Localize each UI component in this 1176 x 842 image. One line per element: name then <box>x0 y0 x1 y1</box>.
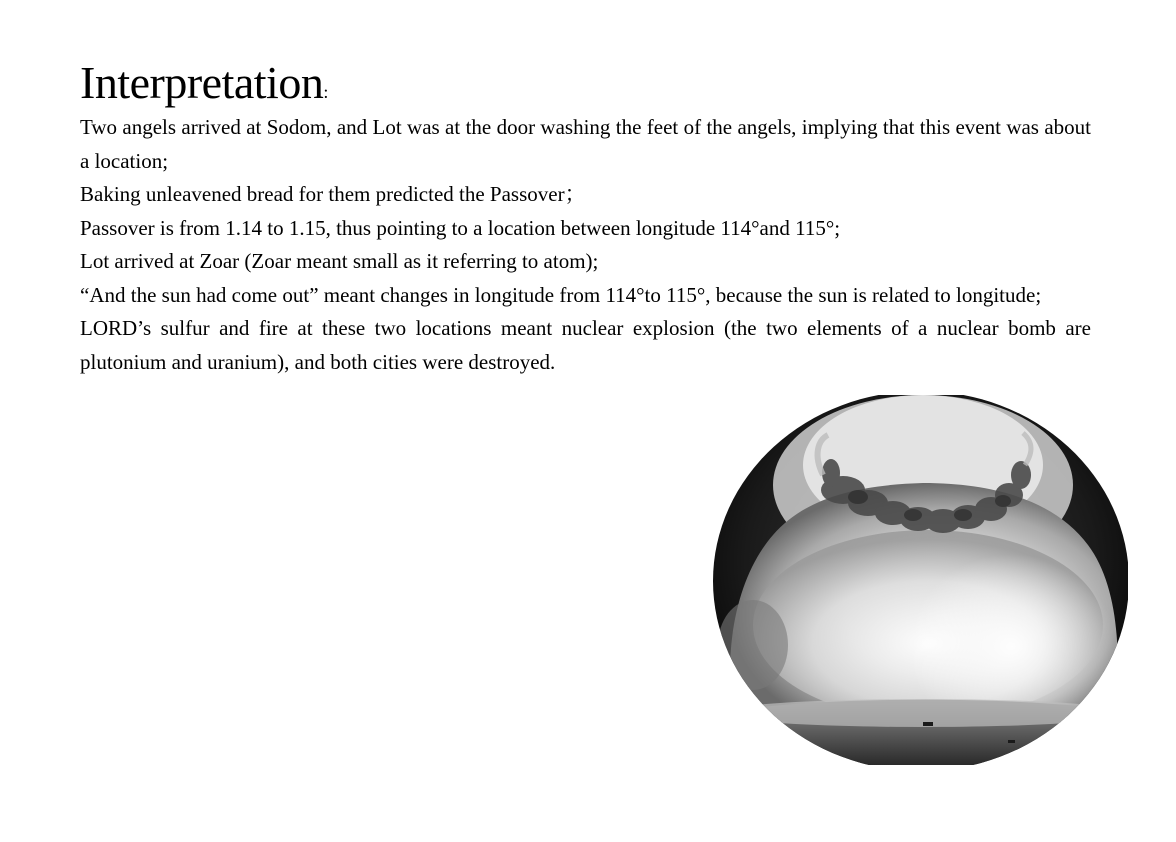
paragraph-sun-came-out: “And the sun had come out” meant changes in longitude from 114°to 115°, because the sun is related to longitude; <box>80 282 1042 307</box>
slide-title <box>80 56 328 119</box>
slide-title-text: Interpretation <box>80 57 324 108</box>
paragraph-unleavened-bread: Baking unleavened bread for them predicted the Passover； <box>80 182 586 206</box>
paragraph-angels-at-sodom: Two angels arrived at Sodom, and Lot was at the door washing the feet of the angels, implying that this event was about a location; <box>80 115 1091 173</box>
nuclear-explosion-photo <box>713 395 1128 765</box>
interpretation-body <box>80 111 1091 379</box>
paragraph-sulfur-and-fire: LORD’s sulfur and fire at these two locations meant nuclear explosion (the two elements of a nuclear bomb are plutonium and uranium), and both cities were destroyed. <box>80 316 1091 374</box>
paragraph-passover-longitude: Passover is from 1.14 to 1.15, thus pointing to a location between longitude 114°and 115°; <box>80 215 841 240</box>
paragraph-zoar: Lot arrived at Zoar (Zoar meant small as it referring to atom); <box>80 249 599 273</box>
nuclear-explosion-illustration <box>713 395 1128 765</box>
slide-title-colon: : <box>323 82 328 102</box>
